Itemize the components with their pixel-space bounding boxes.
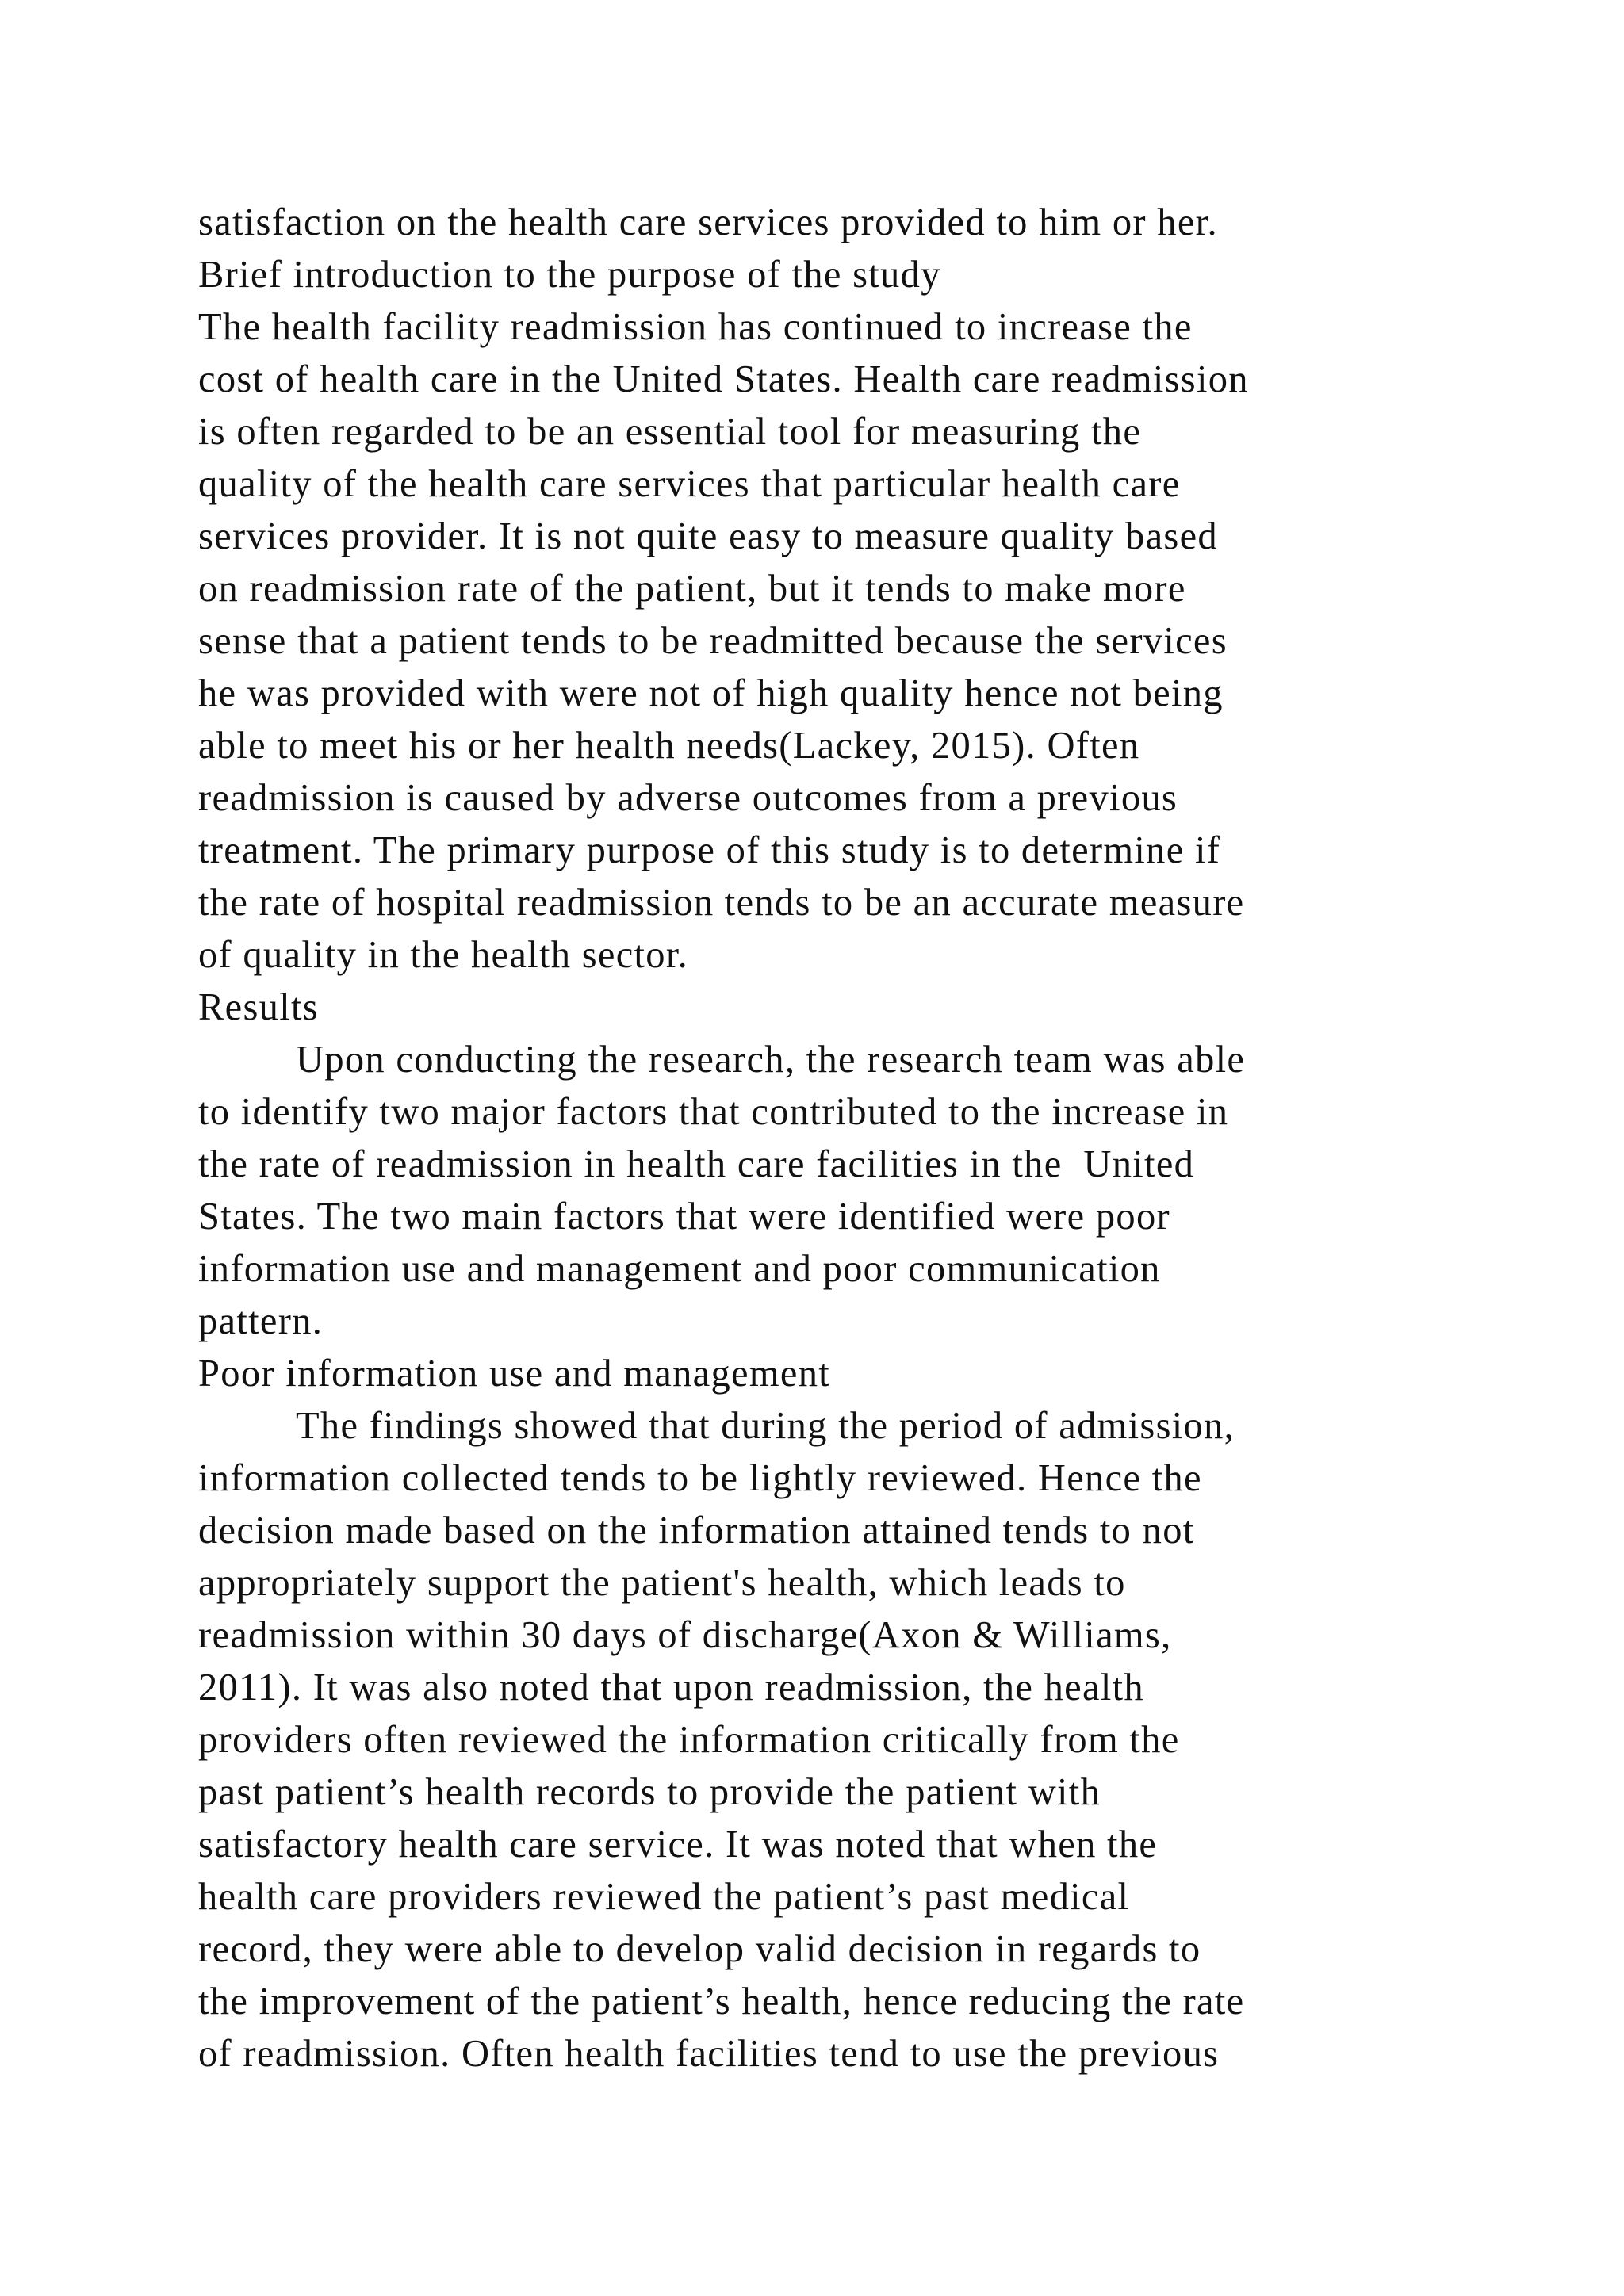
- text-line: satisfactory health care service. It was noted that when the: [198, 1823, 1158, 1866]
- document-body: [198, 197, 1507, 2080]
- text-line: is often regarded to be an essential tool for measuring the: [198, 411, 1142, 453]
- text-line: Upon conducting the research, the research team was able: [296, 1039, 1246, 1081]
- text-line: information use and management and poor communication: [198, 1248, 1161, 1290]
- text-line: providers often reviewed the information critically from the: [198, 1719, 1180, 1761]
- text-line: of readmission. Often health facilities tend to use the previous: [198, 2033, 1220, 2075]
- text-line: States. The two main factors that were identified were poor: [198, 1196, 1170, 1238]
- text-line: pattern.: [198, 1300, 324, 1342]
- text-line: past patient’s health records to provide the patient with: [198, 1771, 1101, 1813]
- text-line: decision made based on the information attained tends to not: [198, 1510, 1195, 1552]
- text-line: cost of health care in the United States. Health care readmission: [198, 358, 1249, 400]
- text-line: quality of the health care services that particular health care: [198, 463, 1181, 505]
- text-line: 2011). It was also noted that upon readmission, the health: [198, 1667, 1144, 1709]
- text-line: sense that a patient tends to be readmitted because the services: [198, 620, 1228, 662]
- text-line: readmission is caused by adverse outcomes from a previous: [198, 777, 1178, 819]
- text-line: record, they were able to develop valid decision in regards to: [198, 1928, 1201, 1970]
- text-line: services provider. It is not quite easy to measure quality based: [198, 515, 1218, 557]
- text-line: to identify two major factors that contributed to the increase in: [198, 1091, 1229, 1133]
- text-line: readmission within 30 days of discharge(Axon & Williams,: [198, 1614, 1172, 1656]
- text-line: the improvement of the patient’s health, hence reducing the rate: [198, 1980, 1245, 2022]
- text-line: on readmission rate of the patient, but it tends to make more: [198, 568, 1186, 610]
- text-line: The health facility readmission has continued to increase the: [198, 306, 1193, 348]
- text-line: Brief introduction to the purpose of the study: [198, 254, 941, 296]
- text-line: able to meet his or her health needs(Lackey, 2015). Often: [198, 725, 1140, 767]
- text-line: Results: [198, 986, 319, 1028]
- text-line: the rate of hospital readmission tends to be an accurate measure: [198, 882, 1245, 924]
- text-line: of quality in the health sector.: [198, 934, 689, 976]
- text-line: the rate of readmission in health care facilities in the United: [198, 1143, 1195, 1185]
- text-line: he was provided with were not of high quality hence not being: [198, 672, 1224, 714]
- text-line: Poor information use and management: [198, 1353, 831, 1395]
- text-line: appropriately support the patient's health, which leads to: [198, 1562, 1126, 1604]
- text-line: information collected tends to be lightly reviewed. Hence the: [198, 1457, 1202, 1499]
- text-line: satisfaction on the health care services provided to him or her.: [198, 201, 1218, 243]
- text-line: The findings showed that during the period of admission,: [296, 1405, 1235, 1447]
- text-line: health care providers reviewed the patient’s past medical: [198, 1876, 1130, 1918]
- text-line: treatment. The primary purpose of this study is to determine if: [198, 829, 1221, 871]
